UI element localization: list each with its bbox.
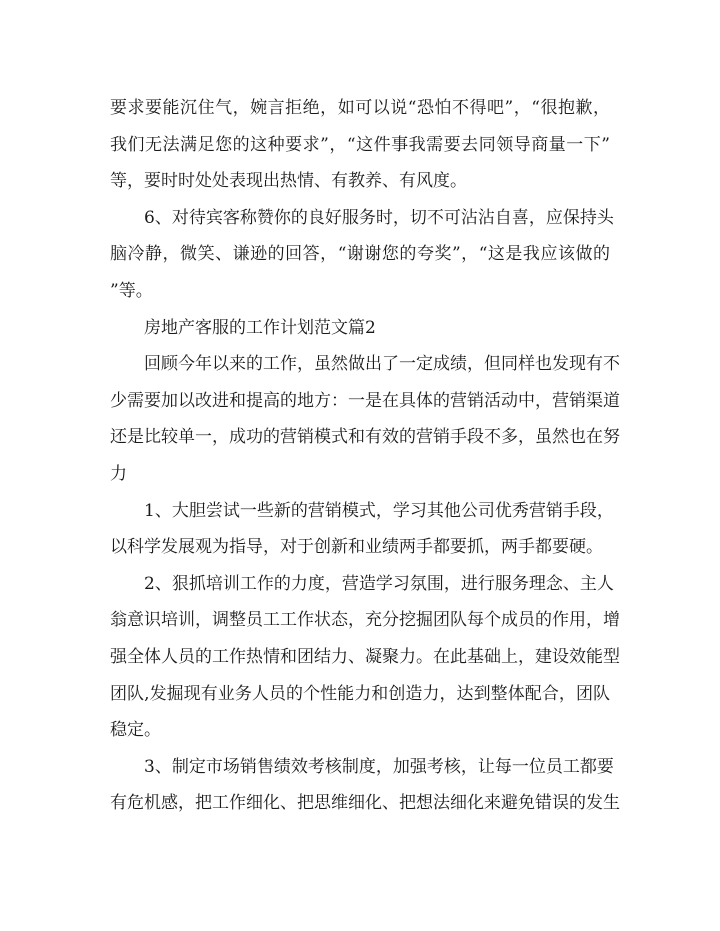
text-line: 3、制定市场销售绩效考核制度，加强考核，让每一位员工都要 xyxy=(144,756,614,777)
text-line: 有危机感，把工作细化、把思维细化、把想法细化来避免错误的发生 xyxy=(110,793,620,814)
paragraph-5 xyxy=(110,566,620,749)
paragraph-2 xyxy=(110,200,614,310)
paragraph-6 xyxy=(110,749,620,822)
section-heading xyxy=(110,310,610,347)
text-line: 等，要时时处处表现出热情、有教养、有风度。 xyxy=(110,171,467,192)
text-line: ”等。 xyxy=(110,280,153,301)
paragraph-3 xyxy=(110,346,620,492)
section-heading-text: 房地产客服的工作计划范文篇2 xyxy=(144,317,376,338)
paragraph-1 xyxy=(110,90,610,200)
text-line: 要求要能沉住气，婉言拒绝，如可以说“恐怕不得吧”，“很抱歉， xyxy=(110,98,610,118)
text-line: 团队,发掘现有业务人员的个性能力和创造力，达到整体配合，团队 xyxy=(110,683,610,704)
text-line: 2、狠抓培训工作的力度，营造学习氛围，进行服务理念、主人 xyxy=(144,573,614,594)
text-line: 翁意识培训，调整员工工作状态，充分挖掘团队每个成员的作用，增 xyxy=(110,610,620,631)
text-line: 脑冷静，微笑、谦逊的回答，“谢谢您的夸奖”，“这是我应该做的 xyxy=(110,244,610,265)
document-body xyxy=(110,90,620,822)
text-line: 1、大胆尝试一些新的营销模式，学习其他公司优秀营销手段， xyxy=(144,500,614,521)
text-line: 强全体人员的工作热情和团结力、凝聚力。在此基础上，建设效能型 xyxy=(110,646,620,667)
text-line: 回顾今年以来的工作，虽然做出了一定成绩，但同样也发现有不 xyxy=(144,354,620,375)
text-line: 稳定。 xyxy=(110,720,161,741)
paragraph-4 xyxy=(110,493,614,566)
text-line: 还是比较单一，成功的营销模式和有效的营销手段不多，虽然也在努 xyxy=(110,427,620,448)
text-line: 我们无法满足您的这种要求”，“这件事我需要去同领导商量一下” xyxy=(110,134,610,155)
text-line: 6、对待宾客称赞你的良好服务时，切不可沾沾自喜，应保持头 xyxy=(144,207,614,228)
text-line: 以科学发展观为指导，对于创新和业绩两手都要抓，两手都要硬。 xyxy=(110,537,603,558)
text-line: 少需要加以改进和提高的地方：一是在具体的营销活动中，营销渠道 xyxy=(110,390,620,411)
text-line: 力 xyxy=(110,463,127,484)
